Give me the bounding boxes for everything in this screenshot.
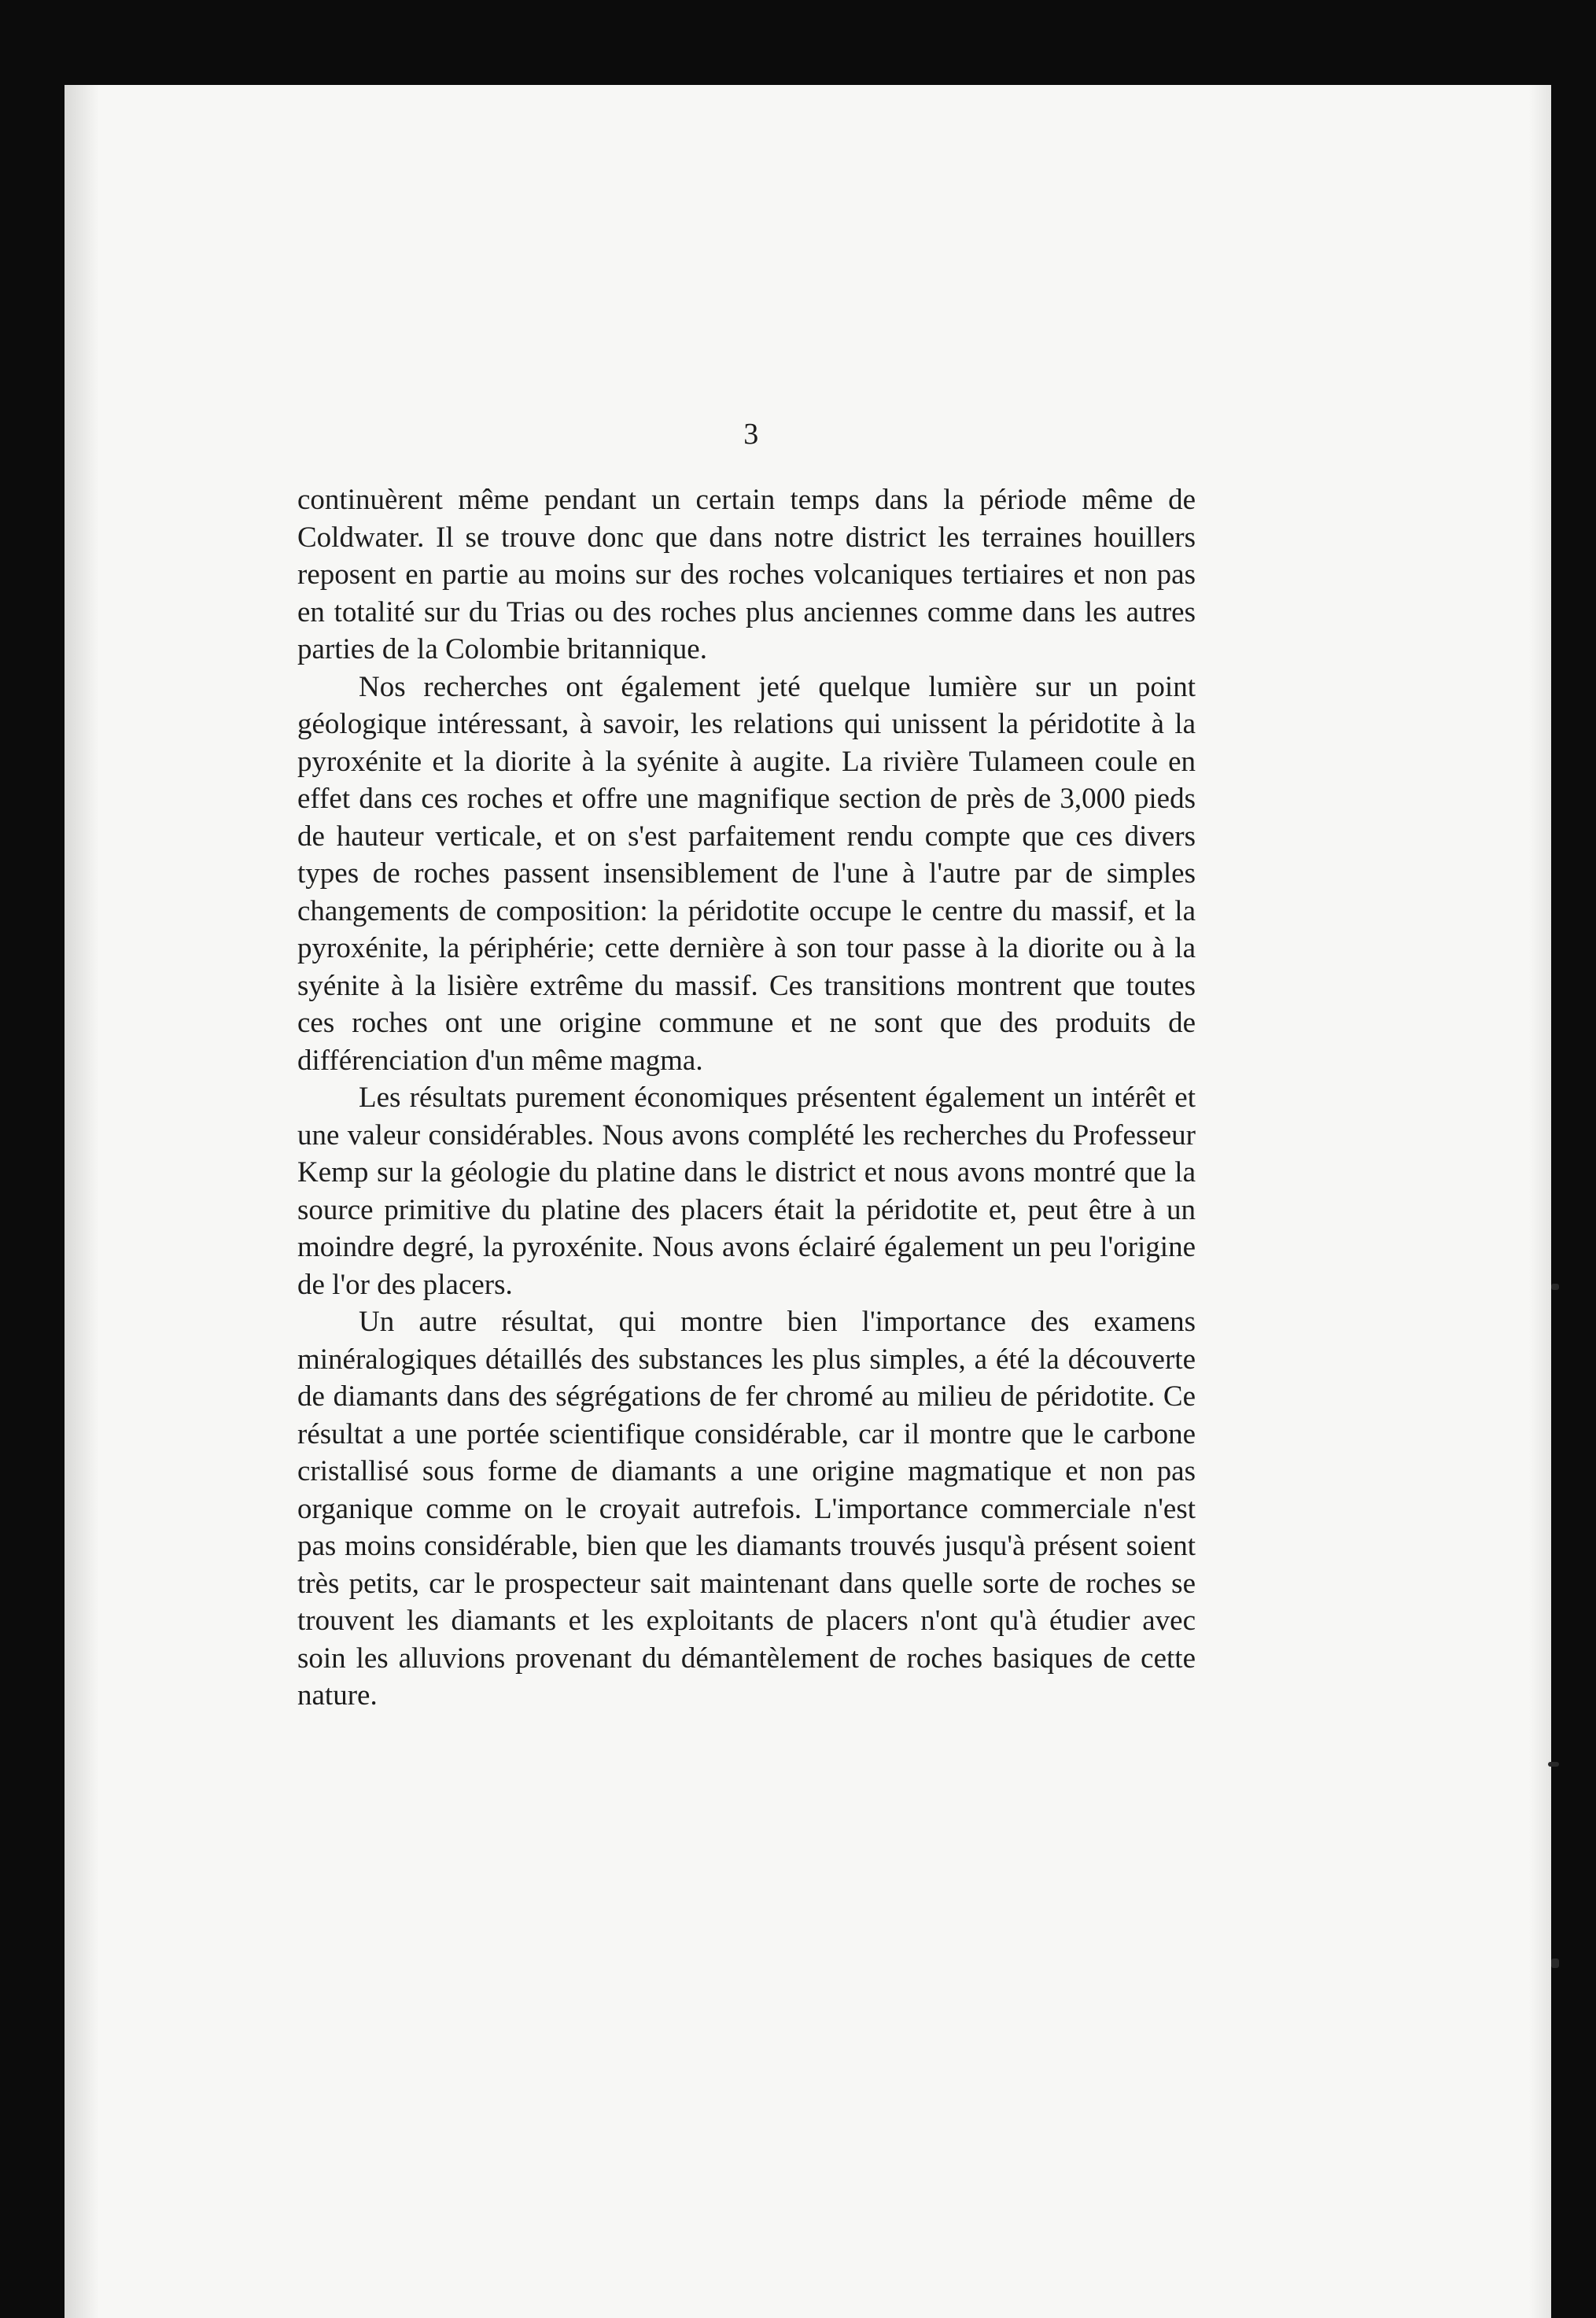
page-right-edge [1529,85,1551,2318]
paragraph-continuation: continuèrent même pendant un certain temps dans la période même de Coldwater. Il se trouve donc que dans notre district les terraines houillers reposent en partie au moins sur des roches volcaniques tertiaires et non pas en totalité sur du Trias ou des roches plus anciennes comme dans les autres parties de la Colombie britannique. [297,484,1196,665]
page-number: 3 [743,418,759,451]
body-text [297,481,1196,1715]
paragraph-economic-results: Les résultats purement économiques présentent également un intérêt et une valeur considérables. Nous avons complété les recherches du Professeur Kemp sur la géologie du platine dans le district et nous avons montré que la source primitive du platine des placers était la péridotite et, peut être à un moindre degré, la pyroxénite. Nous avons éclairé également un peu l'origine de l'or des placers. [297,1082,1196,1301]
paragraph-geology: Nos recherches ont également jeté quelque lumière sur un point géologique intéressant, à savoir, les relations qui unissent la péridotite à la pyroxénite et la diorite à la syénite à augite. La rivière Tulameen coule en effet dans ces roches et offre une magnifique section de près de 3,000 pieds de hauteur verticale, et on s'est parfaitement rendu compte que ces divers types de roches passent insensiblement de l'une à l'autre par de simples changements de composition: la péridotite occupe le centre du massif, et la pyroxénite, la périphérie; cette dernière à son tour passe à la diorite ou à la syénite à la lisière extrême du massif. Ces transitions montrent que toutes ces roches ont une origine commune et ne sont que des produits de différenciation d'un même magma. [297,670,1196,1077]
scan-dust-mark [1548,1762,1559,1767]
paragraph-diamonds: Un autre résultat, qui montre bien l'importance des examens minéralogiques détaillés des substances les plus simples, a été la découverte de diamants dans des ségrégations de fer chromé au milieu de péridotite. Ce résultat a une portée scientifique considérable, car il montre que le carbone cristallisé sous forme de diamants a une origine magmatique et non pas organique comme on le croyait autrefois. L'importance commerciale n'est pas moins considérable, bien que les diamants trouvés jusqu'à présent soient très petits, car le prospecteur sait maintenant dans quelle sorte de roches se trouvent les diamants et les exploitants de placers n'ont qu'à étudier avec soin les alluvions provenant du démantèlement de roches basiques de cette nature. [297,1306,1196,1712]
scan-dust-mark [1551,1959,1559,1968]
scan-dust-mark [1551,1284,1559,1290]
